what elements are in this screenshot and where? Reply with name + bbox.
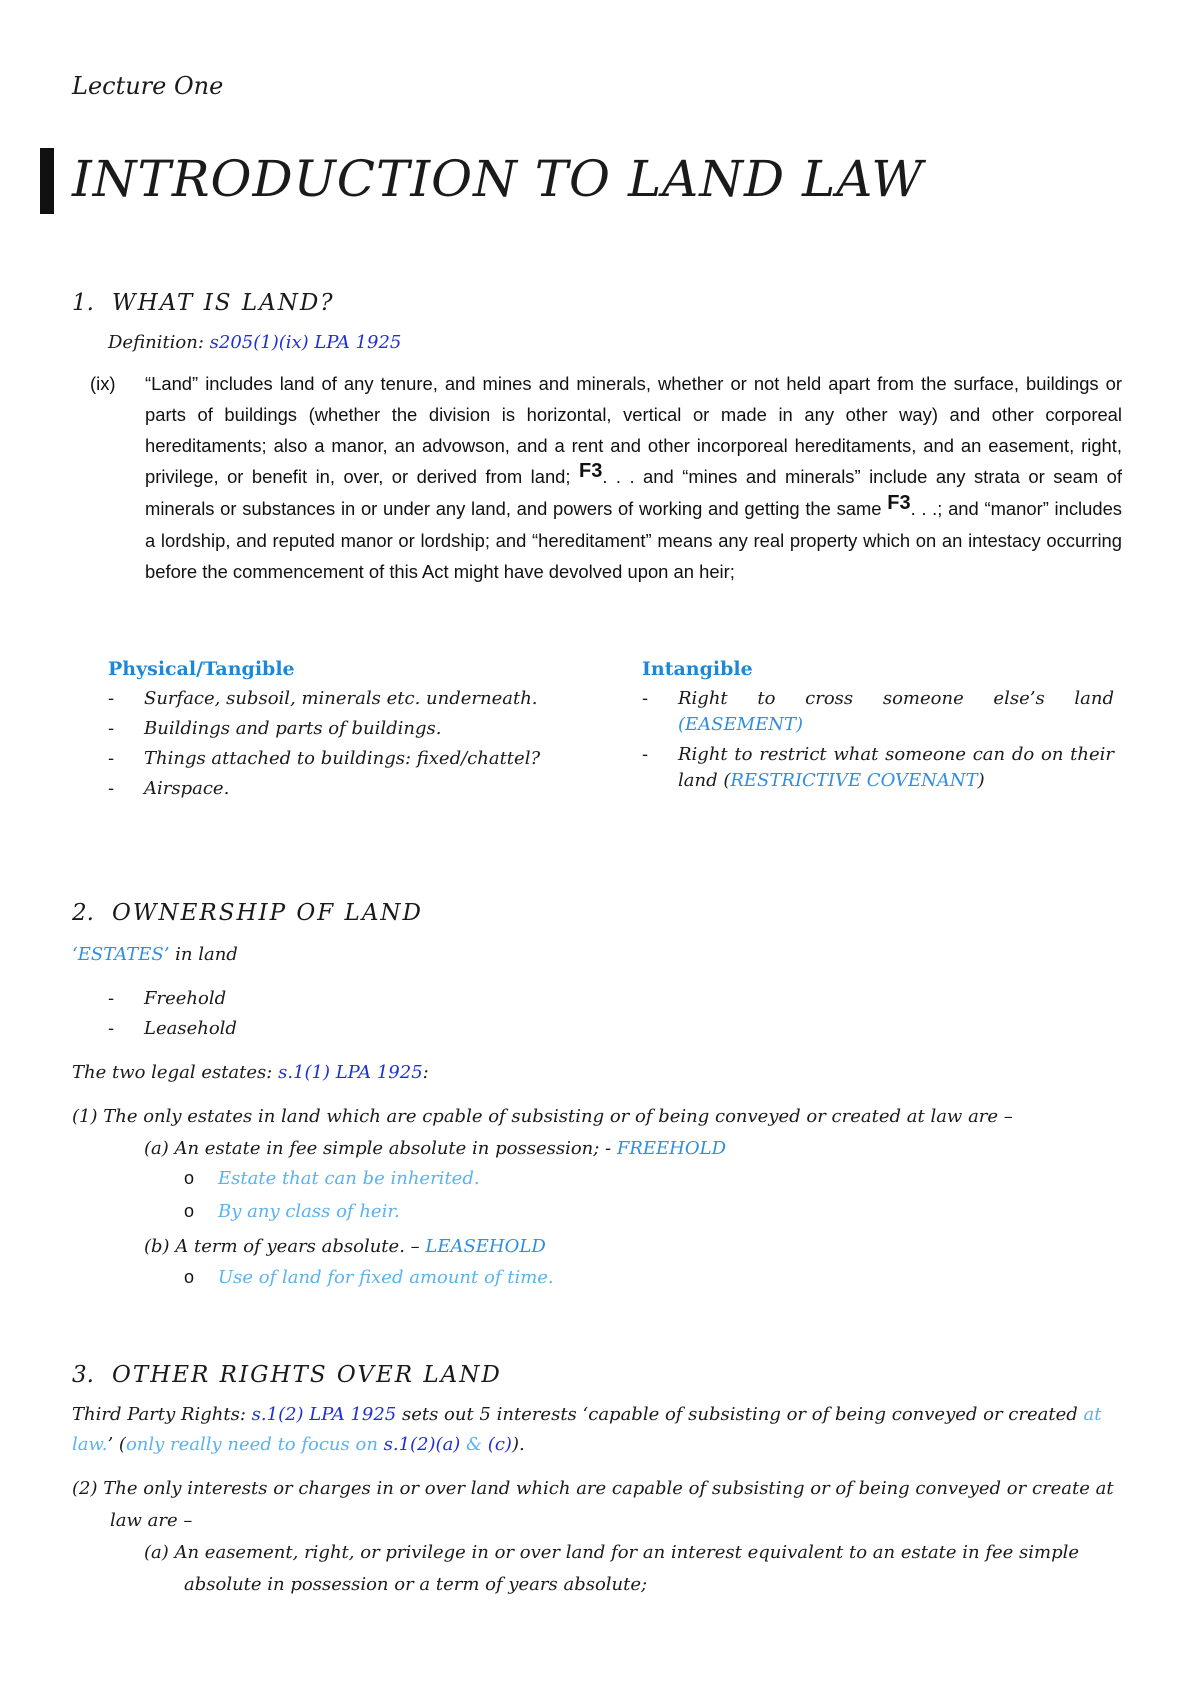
title-accent-bar: [40, 148, 54, 214]
list-item-text: ): [977, 770, 985, 791]
list-item: - Leasehold: [108, 1016, 237, 1042]
freehold-tag: FREEHOLD: [616, 1138, 727, 1159]
statute-reference-link[interactable]: s.1(1) LPA 1925: [278, 1062, 423, 1083]
section-title: OWNERSHIP OF LAND: [112, 900, 423, 926]
list-item: - Surface, subsoil, minerals etc. underneath.: [108, 686, 608, 712]
page-title: INTRODUCTION TO LAND LAW: [72, 150, 924, 208]
statute-text: [145, 368, 1122, 587]
legal-estates-line: [72, 1058, 429, 1088]
statute-reference-link[interactable]: s.1(2) LPA 1925: [251, 1404, 397, 1425]
physical-heading: Physical/Tangible: [108, 658, 295, 680]
statute-text-part: . . .; and “manor” includes a lordship, and reputed manor or lordship; and “hereditament” means any real property which on an intestacy occurring before the commencement of this Act might have devolved upon an heir;: [145, 498, 1122, 582]
clause-text: (b) A term of years absolute. –: [144, 1236, 426, 1257]
estates-term: ‘ESTATES’: [72, 944, 170, 965]
easement-term: (EASEMENT): [678, 714, 803, 735]
list-item: - Airspace.: [108, 776, 608, 802]
sub-bullet: [184, 1168, 480, 1189]
clause-1a: [144, 1134, 726, 1164]
footnote-marker: F3: [578, 460, 603, 482]
clause-2a: (a) An easement, right, or privilege in or over land for an interest equivalent to an estate in fee simple: [144, 1542, 1080, 1563]
list-item-text: Right to restrict what someone can do on their land (: [678, 744, 1114, 791]
intangible-heading: Intangible: [642, 658, 753, 680]
section-number: 1.: [72, 290, 94, 316]
ampersand: &: [460, 1434, 488, 1455]
statute-text-part: “Land” includes land of any tenure, and mines and minerals, whether or not held apart from the surface, buildings or parts of buildings (whether the division is horizontal, vertical or made in any other way) and other corporeal hereditaments; also a manor, an advowson, and a rent and other incorporeal hereditaments, and an easement, right, privilege, or benefit in, over, or derived from land;: [145, 373, 1122, 487]
estates-line: [72, 940, 238, 970]
note-text: Estate that can be inherited.: [218, 1168, 480, 1189]
intangible-column: [642, 658, 1114, 798]
third-party-intro: [72, 1400, 1142, 1460]
statute-reference-link[interactable]: s.1(2)(a): [383, 1434, 461, 1455]
list-item: [642, 742, 1114, 794]
note-text: Use of land for fixed amount of time.: [218, 1267, 554, 1288]
restrictive-covenant-term: RESTRICTIVE COVENANT: [730, 770, 978, 791]
section-2-heading: [72, 900, 423, 926]
section-title: OTHER RIGHTS OVER LAND: [112, 1362, 502, 1388]
statute-reference-link[interactable]: s205(1)(ix) LPA 1925: [209, 332, 402, 353]
intro-text: Third Party Rights:: [72, 1404, 252, 1425]
statute-quote: [90, 368, 1122, 587]
legal-estates-label: The two legal estates:: [72, 1062, 279, 1083]
at-law-text: at law.: [72, 1404, 1102, 1455]
clause-1: (1) The only estates in land which are cpable of subsisting or of being conveyed or created at law are –: [72, 1106, 1013, 1127]
estate-types-list: [108, 986, 237, 1046]
definition-label: Definition:: [108, 332, 210, 353]
colon: :: [422, 1062, 429, 1083]
note-text: By any class of heir.: [218, 1201, 400, 1222]
clause-2a-cont: absolute in possession or a term of years absolute;: [184, 1574, 648, 1595]
section-title: WHAT IS LAND?: [112, 290, 335, 316]
list-item: - Things attached to buildings: fixed/chattel?: [108, 746, 608, 772]
intangible-list: [642, 686, 1114, 794]
clause-2-cont: law are –: [110, 1510, 193, 1531]
bullet-o-icon: o: [184, 1267, 195, 1287]
section-number: 2.: [72, 900, 94, 926]
sub-bullet: [184, 1267, 554, 1288]
intro-text: sets out 5 interests ‘capable of subsisting or of being conveyed or created: [396, 1404, 1084, 1425]
clause-2: (2) The only interests or charges in or over land which are capable of subsisting or of being conveyed or create at: [72, 1478, 1114, 1499]
section-number: 3.: [72, 1362, 94, 1388]
section-1-heading: [72, 290, 335, 316]
intro-text: ’ (: [107, 1434, 126, 1455]
statute-reference-link[interactable]: (c): [487, 1434, 512, 1455]
note-text: only really need to focus on: [125, 1434, 384, 1455]
list-item-text: Right to cross someone else’s land: [678, 688, 1114, 709]
bullet-o-icon: o: [184, 1201, 195, 1221]
estates-suffix: in land: [169, 944, 238, 965]
definition-line: [108, 332, 401, 353]
clause-1b: [144, 1232, 546, 1262]
bullet-o-icon: o: [184, 1168, 195, 1188]
list-item: - Freehold: [108, 986, 237, 1012]
statute-text-part: . . . and “mines and minerals” include any strata or seam of minerals or substances in or under any land, and powers of working and getting the same: [145, 466, 1122, 519]
physical-list: [108, 686, 608, 802]
footnote-marker: F3: [887, 492, 911, 514]
leasehold-tag: LEASEHOLD: [425, 1236, 546, 1257]
section-3-heading: [72, 1362, 502, 1388]
clause-text: (a) An estate in fee simple absolute in possession; -: [144, 1138, 617, 1159]
intro-text: ).: [511, 1434, 525, 1455]
physical-column: [108, 658, 608, 806]
lecture-label: Lecture One: [72, 72, 224, 100]
sub-bullet: [184, 1201, 400, 1222]
list-item: [642, 686, 1114, 738]
list-item: - Buildings and parts of buildings.: [108, 716, 608, 742]
statute-marker: (ix): [90, 373, 116, 394]
